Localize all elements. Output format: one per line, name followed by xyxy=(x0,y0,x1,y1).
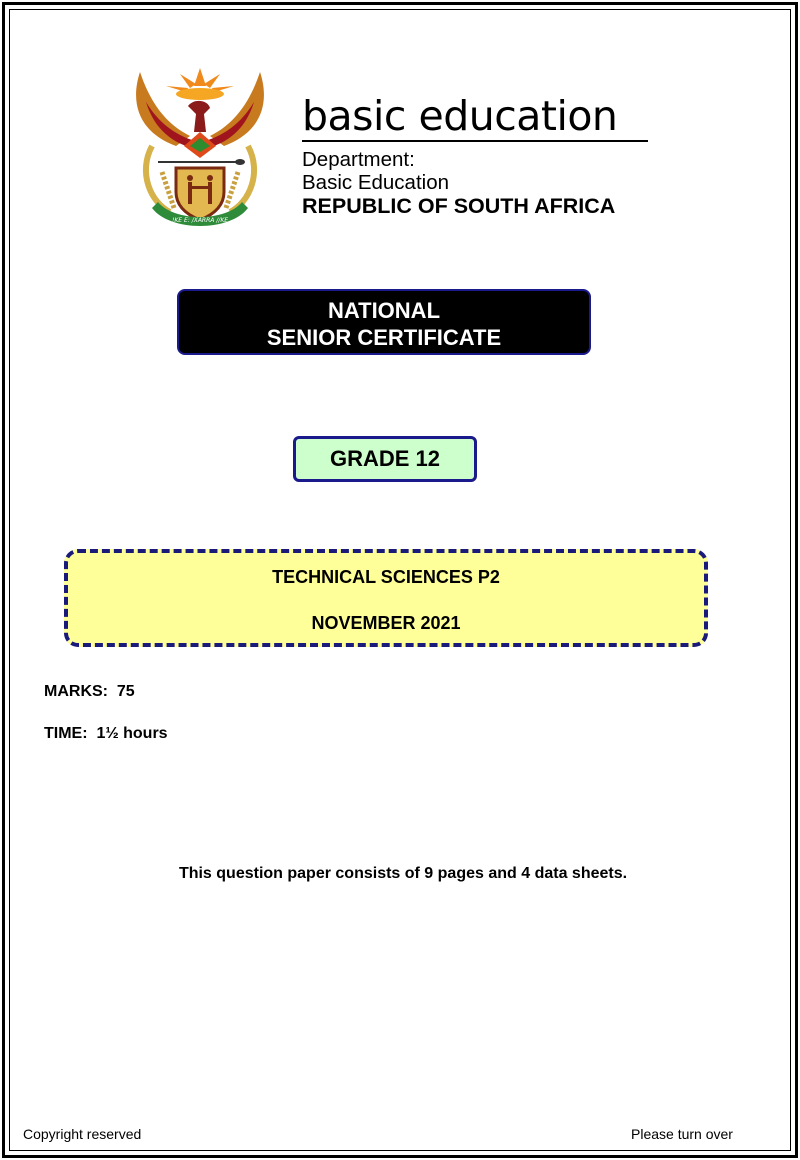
grade-badge xyxy=(293,436,477,482)
footer-turn-over: Please turn over xyxy=(631,1126,733,1142)
exam-session: NOVEMBER 2021 xyxy=(311,613,461,633)
marks-info xyxy=(44,683,135,701)
certificate-line-2: SENIOR CERTIFICATE xyxy=(266,325,502,350)
department-label: Department: xyxy=(302,148,415,171)
certificate-line-1: NATIONAL xyxy=(327,298,441,323)
subject-title: TECHNICAL SCIENCES P2 xyxy=(272,567,500,587)
country-name: REPUBLIC OF SOUTH AFRICA xyxy=(302,194,616,218)
marks-label: MARKS: xyxy=(44,683,108,700)
grade-label: GRADE 12 xyxy=(329,446,441,471)
brand-title: basic education xyxy=(302,92,618,140)
time-info xyxy=(44,725,168,743)
time-value: 1½ hours xyxy=(96,725,168,742)
svg-text:!KE E: /XARRA //KE: !KE E: /XARRA //KE xyxy=(171,217,229,224)
department-branding xyxy=(302,92,648,218)
department-name: Basic Education xyxy=(302,171,450,194)
subject-box xyxy=(64,549,708,647)
certificate-banner xyxy=(177,289,591,355)
brand-divider xyxy=(302,140,648,142)
marks-value: 75 xyxy=(116,683,135,700)
paper-page-count-note: This question paper consists of 9 pages and 4 data sheets. xyxy=(178,865,628,882)
footer-copyright: Copyright reserved xyxy=(23,1126,142,1142)
coat-of-arms-icon xyxy=(130,62,270,230)
time-label: TIME: xyxy=(44,725,88,742)
